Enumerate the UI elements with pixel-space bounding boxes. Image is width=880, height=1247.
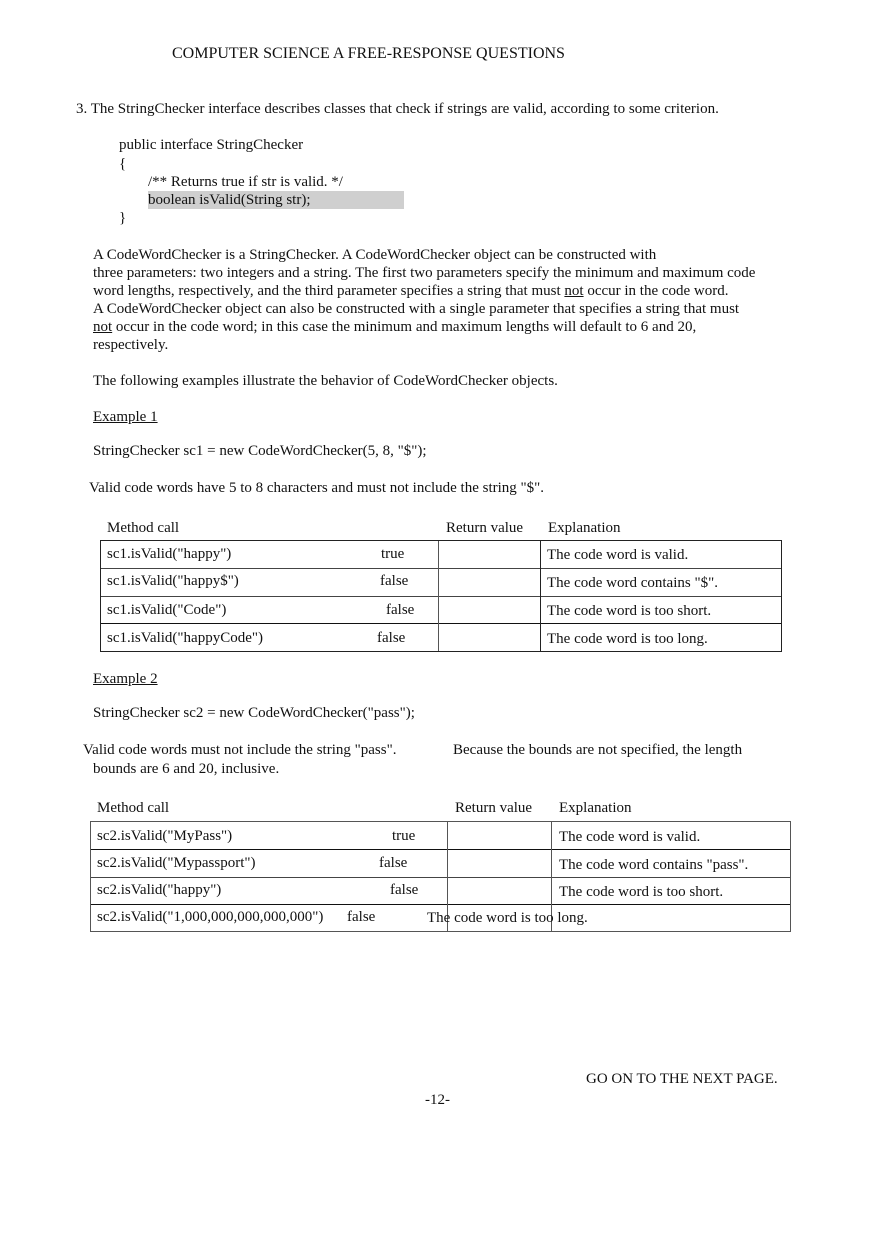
table-cell: false — [390, 882, 419, 898]
example2-desc: Because the bounds are not specified, the length — [453, 742, 743, 758]
table-cell: sc1.isValid("happy$") — [107, 573, 239, 589]
question-intro: 3. The StringChecker interface describes classes that check if strings are valid, according to some criterion. — [76, 101, 719, 117]
example1-desc: Valid code words have 5 to 8 characters and must not include the string "$". — [89, 480, 545, 496]
col-header-return: Return value — [455, 800, 533, 816]
table-cell: sc2.isValid("happy") — [97, 882, 222, 898]
emphasis-not: not — [564, 283, 584, 299]
paragraph-line: word lengths, respectively, and the third parameter specifies a string that must not occur in the code word. — [93, 283, 729, 299]
page-header: COMPUTER SCIENCE A FREE-RESPONSE QUESTIONS — [172, 45, 565, 62]
example2-title: Example 2 — [93, 671, 158, 687]
code-line: public interface StringChecker — [119, 137, 304, 153]
table-cell: sc2.isValid("1,000,000,000,000,000") — [97, 909, 324, 925]
code-line: } — [119, 210, 127, 226]
paragraph-line: not occur in the code word; in this case the minimum and maximum lengths will default to 6 and 20, — [93, 319, 697, 335]
col-header-method: Method call — [107, 520, 180, 536]
example2-desc: Valid code words must not include the string "pass". — [83, 742, 397, 758]
table-cell: The code word is valid. — [559, 829, 701, 845]
paragraph: The following examples illustrate the behavior of CodeWordChecker objects. — [93, 373, 558, 389]
table-cell: The code word is too long. — [427, 910, 588, 926]
paragraph-line: A CodeWordChecker object can also be constructed with a single parameter that specifies a string that must — [93, 301, 740, 317]
code-line: /** Returns true if str is valid. */ — [148, 174, 343, 190]
table-cell: The code word contains "$". — [547, 575, 718, 591]
emphasis-not: not — [93, 319, 113, 335]
table-cell: false — [379, 855, 408, 871]
table-cell: false — [386, 602, 415, 618]
example1-code: StringChecker sc1 = new CodeWordChecker(5, 8, "$"); — [93, 443, 427, 459]
table-cell: false — [380, 573, 409, 589]
table-cell: The code word is too long. — [547, 631, 708, 647]
table-cell: sc2.isValid("MyPass") — [97, 828, 233, 844]
example1-title: Example 1 — [93, 409, 158, 425]
code-line: { — [119, 156, 127, 172]
table-cell: The code word is too short. — [547, 603, 712, 619]
table-cell: sc1.isValid("happyCode") — [107, 630, 263, 646]
col-header-return: Return value — [446, 520, 524, 536]
col-header-method: Method call — [97, 800, 170, 816]
paragraph-line: A CodeWordChecker is a StringChecker. A CodeWordChecker object can be constructed with — [93, 247, 657, 263]
paragraph-line: respectively. — [93, 337, 169, 353]
highlighted-code-line: boolean isValid(String str); — [148, 191, 404, 209]
table-cell: sc1.isValid("Code") — [107, 602, 227, 618]
table-cell: true — [381, 546, 405, 562]
col-header-explanation: Explanation — [559, 800, 632, 816]
paragraph-line: three parameters: two integers and a string. The first two parameters specify the minimum and maximum code — [93, 265, 756, 281]
example2-code: StringChecker sc2 = new CodeWordChecker("pass"); — [93, 705, 415, 721]
table-cell: sc2.isValid("Mypassport") — [97, 855, 256, 871]
table-cell: The code word contains "pass". — [559, 857, 749, 873]
table-cell: sc1.isValid("happy") — [107, 546, 232, 562]
table-cell: false — [377, 630, 406, 646]
table-cell: The code word is too short. — [559, 884, 724, 900]
go-on-notice: GO ON TO THE NEXT PAGE. — [586, 1071, 778, 1087]
table-cell: false — [347, 909, 376, 925]
table-cell: true — [392, 828, 416, 844]
example2-desc: bounds are 6 and 20, inclusive. — [93, 761, 280, 777]
col-header-explanation: Explanation — [548, 520, 621, 536]
page-number: -12- — [425, 1092, 450, 1108]
table-cell: The code word is valid. — [547, 547, 689, 563]
